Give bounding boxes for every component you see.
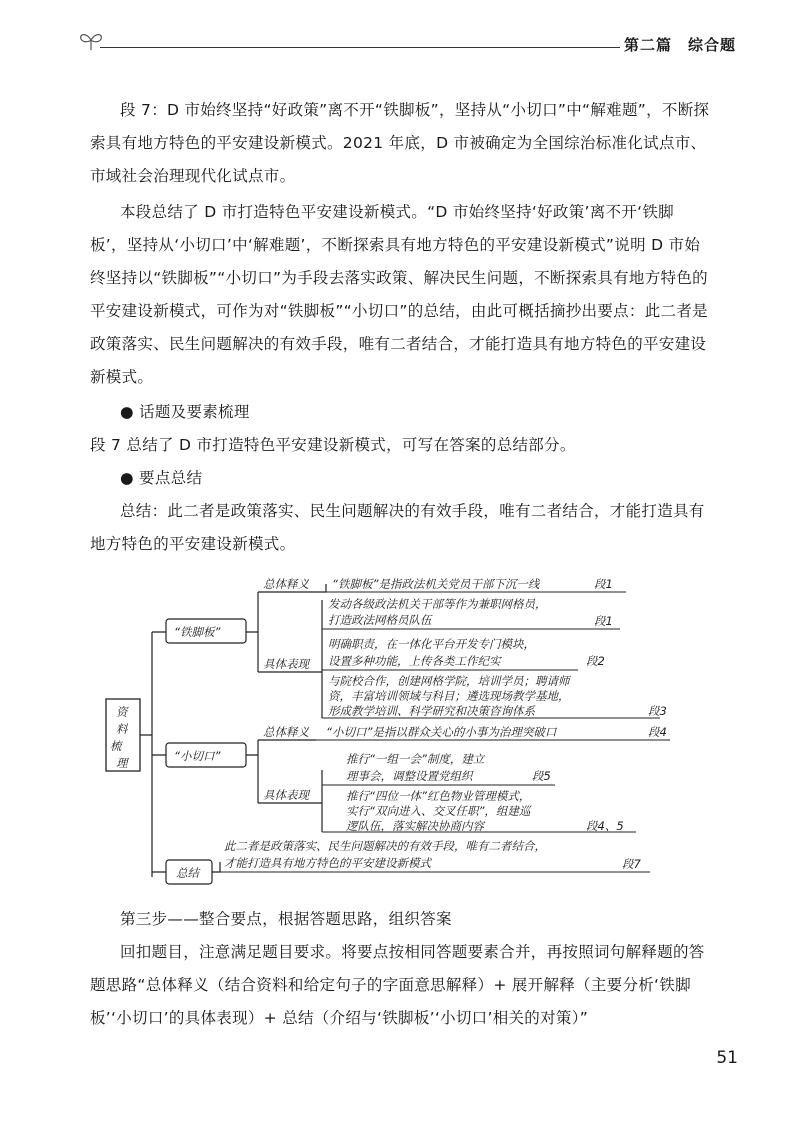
xiaoqiekou-overall-text: “小切口”是指以群众关心的小事为治理突破口 (326, 725, 557, 739)
tiejiaoban-detail-label: 具体表现 (263, 657, 309, 671)
xiaoqiekou-detail-1-line-1: 推行“一组一会”制度，建立 (346, 752, 485, 766)
section-heading-points: ● 要点总结 (120, 469, 203, 487)
tiejiaoban-detail-3-line-1: 与院校合作，创建网格学院，培训学员；聘请师 (328, 674, 570, 688)
tiejiaoban-detail-2-line-1: 明确职责，在一体化平台开发专门模块， (328, 637, 535, 651)
branch-xiaoqiekou: “小切口” (174, 749, 221, 763)
xiaoqiekou-detail-1-line-2: 理事会，调整设置党组织 (346, 769, 473, 783)
mindmap-root-char-1: 资 (116, 705, 128, 719)
xiaoqiekou-detail-2-line-1: 推行“四位一体”红色物业管理模式， (346, 789, 531, 803)
xiaoqiekou-detail-2-ref: 段4、5 (586, 819, 624, 833)
tiejiaoban-detail-1-ref: 段1 (594, 614, 613, 628)
mindmap-diagram (100, 572, 700, 892)
branch-tiejiaoban: “铁脚板” (174, 625, 221, 639)
section-heading-topic: ● 话题及要素梳理 (120, 403, 250, 421)
xiaoqiekou-detail-2-line-3: 逻队伍，落实解决协商内容 (346, 819, 484, 833)
tiejiaoban-detail-3-line-3: 形成教学培训、科学研究和决策咨询体系 (328, 704, 535, 718)
sprout-icon (76, 30, 106, 52)
branch-summary: 总结 (176, 866, 199, 880)
paragraph-duan7: 段 7：D 市始终坚持“好政策”离不开“铁脚板”，坚持从“小切口”中“解难题”，不断探索具有地方特色的平安建设新模式。2021 年底，D 市被确定为全国综治标准化试点市、市域社会治理现代化试点市。 (90, 101, 710, 185)
header-rule (100, 47, 620, 48)
tiejiaoban-overall-label: 总体释义 (263, 577, 309, 591)
paragraph-analysis: 本段总结了 D 市打造特色平安建设新模式。“D 市始终坚持‘好政策’离不开‘铁脚板’，坚持从‘小切口’中‘解难题’，不断探索具有地方特色的平安建设新模式”说明 D 市始终坚持以“铁脚板”“小切口”为手段去落实政策、解决民生问题，不断探索具有地方特色的平安建设新模式，可作为对“铁脚板”“小切口”的总结，由此可概括摘抄出要点：此二者是政策落实、民生问题解决的有效手段，唯有二者结合，才能打造具有地方特色的平安建设新模式。 (90, 203, 708, 386)
xiaoqiekou-detail-label: 具体表现 (263, 788, 309, 802)
mindmap-root-char-4: 理 (116, 756, 128, 770)
tiejiaoban-overall-ref: 段1 (594, 577, 613, 591)
points-text: 总结：此二者是政策落实、民生问题解决的有效手段，唯有二者结合，才能打造具有地方特色的平安建设新模式。 (90, 502, 705, 553)
tiejiaoban-detail-1-line-2: 打造政法网格员队伍 (328, 613, 432, 627)
tiejiaoban-detail-2-line-2: 设置多种功能，上传各类工作纪实 (328, 654, 501, 668)
summary-ref: 段7 (622, 857, 641, 871)
xiaoqiekou-overall-ref: 段4 (648, 725, 667, 739)
step3-heading: 第三步——整合要点，根据答题思路，组织答案 (120, 910, 452, 928)
mindmap-root-char-3: 梳 (110, 739, 122, 753)
xiaoqiekou-detail-2-line-2: 实行“双向进入、交叉任职”，组建巡 (346, 804, 531, 818)
xiaoqiekou-overall-label: 总体释义 (263, 725, 309, 739)
tiejiaoban-detail-2-ref: 段2 (586, 654, 605, 668)
page-number: 51 (716, 1048, 738, 1068)
tiejiaoban-detail-3-ref: 段3 (648, 704, 667, 718)
step3-text: 回扣题目，注意满足题目要求。将要点按相同答题要素合并，再按照词句解释题的答题思路“总体释义（结合资料和给定句子的字面意思解释）+ 展开解释（主要分析‘铁脚板’‘小切口’的具体表现）+ 总结（介绍与‘铁脚板’‘小切口’相关的对策）” (90, 943, 705, 1027)
topic-text: 段 7 总结了 D 市打造特色平安建设新模式，可写在答案的总结部分。 (90, 436, 576, 454)
tiejiaoban-overall-text: “铁脚板”是指政法机关党员干部下沉一线 (332, 577, 540, 591)
tiejiaoban-detail-1-line-1: 发动各级政法机关干部等作为兼职网格员， (328, 597, 547, 611)
tiejiaoban-detail-3-line-2: 资，丰富培训领域与科目；遴选现场教学基地， (328, 689, 570, 703)
xiaoqiekou-detail-1-ref: 段5 (532, 769, 551, 783)
chapter-title: 第二篇 综合题 (623, 36, 736, 54)
summary-line-2: 才能打造具有地方特色的平安建设新模式 (224, 856, 431, 870)
summary-line-1: 此二者是政策落实、民生问题解决的有效手段，唯有二者结合， (224, 839, 546, 853)
mindmap-root-char-2: 料 (116, 722, 128, 736)
